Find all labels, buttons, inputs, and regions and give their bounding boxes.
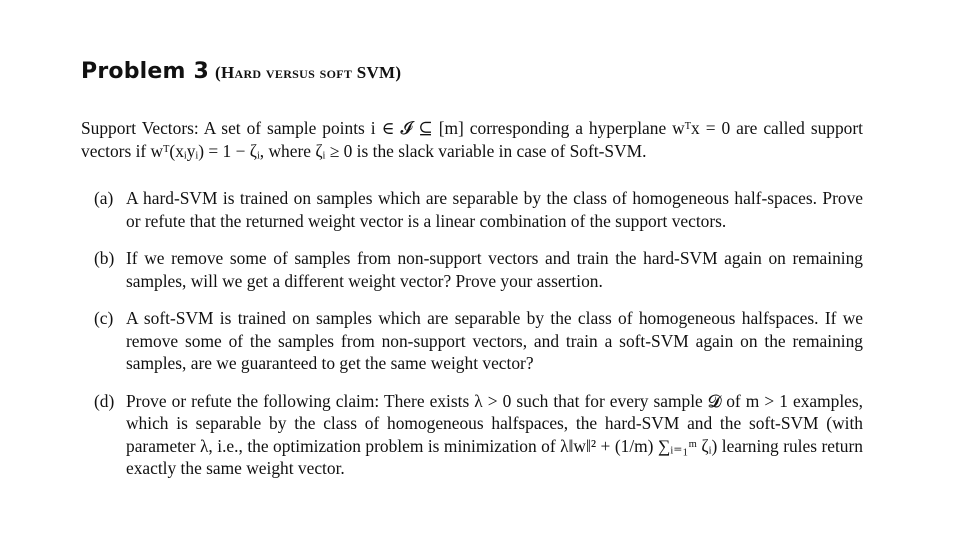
problem-heading [81,54,863,86]
part-c-text: A soft-SVM is trained on samples which are separable by the class of homogeneous halfspaces. If we remove some of the samples from non-support vectors, and train a soft-SVM again on the remaining samples, are we guaranteed to get the same weight vector? [126,308,863,373]
problem-page [81,54,863,495]
part-d [81,390,863,480]
part-a-label: (a) [94,188,114,208]
problem-title: Problem 3 [81,59,209,84]
support-vectors-definition: Support Vectors: A set of sample points i ∈ 𝓘 ⊆ [m] corresponding a hyperplane wᵀx = 0 are called support vectors if wᵀ(xᵢyᵢ) = 1 − ζᵢ, where ζᵢ ≥ 0 is the slack variable in case of Soft-SVM. [81,118,863,161]
part-c-label: (c) [94,308,114,328]
part-d-label: (d) [94,390,115,411]
problem-parts-list [81,187,863,480]
part-b-text: If we remove some of samples from non-support vectors and train the hard-SVM again on remaining samples, will we get a different weight vector? Prove your assertion. [126,248,863,291]
part-b-label: (b) [94,248,115,268]
part-a-text: A hard-SVM is trained on samples which are separable by the class of homogeneous half-spaces. Prove or refute that the returned weight vector is a linear combination of the support vectors. [126,188,863,231]
part-c [81,307,863,375]
part-b [81,247,863,292]
problem-subtitle: (Hard versus soft SVM) [215,63,402,82]
part-a [81,187,863,232]
part-d-text: Prove or refute the following claim: There exists λ > 0 such that for every sample 𝓓 of m > 1 examples, which is separable by the class of homogeneous halfspaces, the hard-SVM and the soft-SVM (with parameter λ, i.e., the optimization problem is minimization of λ‖w‖² + (1/m) ∑ᵢ₌₁ᵐ ζᵢ) learning rules return exactly the same weight vector. [126,390,863,478]
